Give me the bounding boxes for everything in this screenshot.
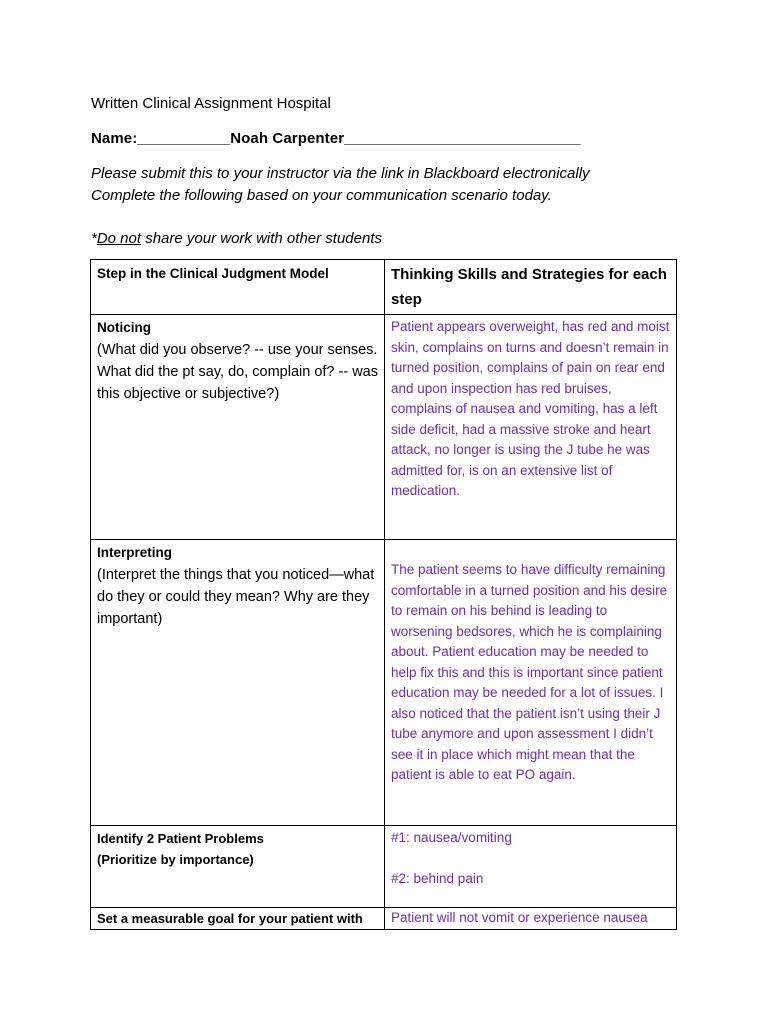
step-description: (Interpret the things that you noticed—what do they or could they mean? Why are they important) <box>97 567 375 627</box>
problem-2: #2: behind pain <box>391 870 484 886</box>
step-title: Identify 2 Patient Problems <box>97 831 264 846</box>
table-header-row <box>91 260 677 315</box>
sharing-warning <box>91 230 382 247</box>
warning-suffix: share your work with other students <box>141 230 382 247</box>
document-title: Written Clinical Assignment Hospital <box>91 95 331 112</box>
step-description: (Prioritize by importance) <box>97 852 254 867</box>
instructions <box>91 163 590 207</box>
header-step: Step in the Clinical Judgment Model <box>91 260 385 315</box>
table-row-measurable-goal <box>91 908 677 930</box>
response-noticing: Patient appears overweight, has red and moist skin, complains on turns and doesn’t remain in turned position, complains of pain on rear end and upon inspection has red bruises, complains of nausea and vomiting, has a left side deficit, had a massive stroke and heart attack, no longer is using the J tube he was admitted for, is on an extensive list of medication. <box>385 315 677 540</box>
response-measurable-goal: Patient will not vomit or experience nausea <box>385 908 677 930</box>
step-title: Interpreting <box>97 545 173 560</box>
step-cell-measurable-goal: Set a measurable goal for your patient with <box>91 908 385 930</box>
step-description: (What did you observe? -- use your senses. What did the pt say, do, complain of? -- was this objective or subjective?) <box>97 342 379 402</box>
response-interpreting: The patient seems to have difficulty remaining comfortable in a turned position and his desire to remain on his behind is leading to worsening bedsores, which he is complaining about. Patient education may be needed to help fix this and this is important since patient education may be needed for a lot of issues. I also noticed that the patient isn’t using their J tube anymore and upon assessment I didn’t see it in place which might mean that the patient is able to eat PO again. <box>385 540 677 826</box>
response-patient-problems <box>385 826 677 908</box>
step-title: Noticing <box>97 320 151 335</box>
table-row-patient-problems <box>91 826 677 908</box>
warning-prefix: * <box>91 230 97 247</box>
warning-emphasis: Do not <box>96 230 142 247</box>
header-thinking-skills: Thinking Skills and Strategies for each step <box>385 260 677 315</box>
table-row-noticing <box>91 315 677 540</box>
instruction-line-2: Complete the following based on your communication scenario today. <box>91 187 552 204</box>
step-cell-noticing <box>91 315 385 540</box>
table-row-interpreting <box>91 540 677 826</box>
instruction-line-1: Please submit this to your instructor via the link in Blackboard electronically <box>91 165 590 182</box>
step-cell-patient-problems <box>91 826 385 908</box>
step-cell-interpreting <box>91 540 385 826</box>
student-name-line: Name:___________Noah Carpenter____________________________ <box>91 130 581 147</box>
problem-1: #1: nausea/vomiting <box>391 830 512 845</box>
clinical-judgment-table <box>90 259 677 930</box>
